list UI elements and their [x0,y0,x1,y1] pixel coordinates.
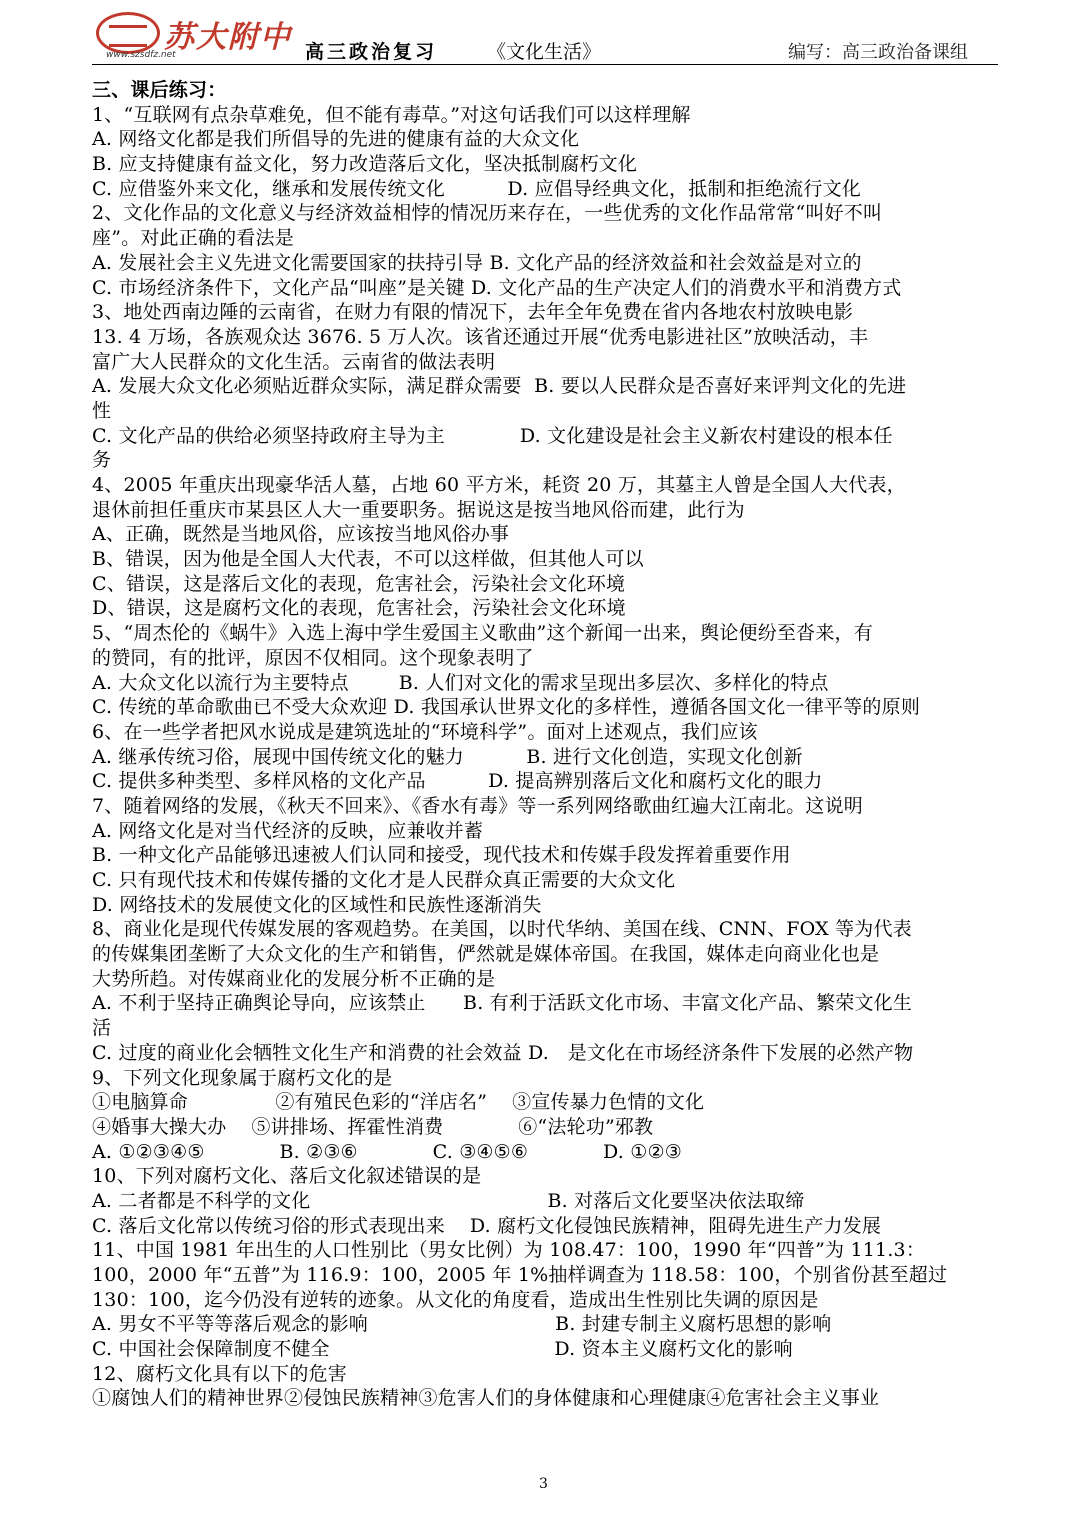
logo-url: www.szsdfz.net [106,50,176,60]
logo-emblem-icon [96,12,160,54]
text-line: 1、“互联网有点杂草难免，但不能有毒草。”对这句话我们可以这样理解 [92,103,691,126]
text-line: 性 [92,399,112,422]
text-line: B、错误，因为他是全国人大代表，不可以这样做，但其他人可以 [92,548,644,571]
text-line: C. 市场经济条件下，文化产品“叫座”是关键 D. 文化产品的生产决定人们的消费水平和消费方式 [92,276,902,299]
text-line: B. 应支持健康有益文化，努力改造落后文化，坚决抵制腐朽文化 [92,153,638,176]
text-line: 的传媒集团垄断了大众文化的生产和销售，俨然就是媒体帝国。在我国，媒体走向商业化也是 [92,943,880,966]
text-line: 富广大人民群众的文化生活。云南省的做法表明 [92,350,496,373]
section-heading: 三、课后练习： [92,79,227,101]
text-line: 2、文化作品的文化意义与经济效益相悖的情况历来存在，一些优秀的文化作品常常“叫好不叫 [92,202,883,225]
text-line: 的赞同，有的批评，原因不仅相同。这个现象表明了 [92,646,534,669]
text-line: B. 一种文化产品能够迅速被人们认同和接受，现代技术和传媒手段发挥着重要作用 [92,844,791,867]
text-line: A. 不利于坚持正确舆论导向，应该禁止 B. 有利于活跃文化市场、丰富文化产品、繁荣文化生 [92,992,913,1015]
text-line: 5、“周杰伦的《蜗牛》入选上海中学生爱国主义歌曲”这个新闻一出来，舆论便纷至沓来，有 [92,622,873,645]
text-line: 大势所趋。对传媒商业化的发展分析不正确的是 [92,967,496,990]
text-line: D. 网络技术的发展使文化的区域性和民族性逐渐消失 [92,893,542,916]
text-line: C. 传统的革命歌曲已不受大众欢迎 D. 我国承认世界文化的多样性，遵循各国文化一律平等的原则 [92,696,921,719]
text-line: A. 发展社会主义先进文化需要国家的扶持引导 B. 文化产品的经济效益和社会效益是对立的 [92,251,862,274]
text-line: 4、2005 年重庆出现豪华活人墓，占地 60 平方米，耗资 20 万，其墓主人曾是全国人大代表， [92,474,906,496]
text-line: 13. 4 万场，各族观众达 3676. 5 万人次。该省还通过开展“优秀电影进社区”放映活动，丰 [92,325,869,348]
text-line: ④婚事大操大办 ⑤讲排场、挥霍性消费 ⑥“法轮功”邪教 [92,1115,654,1138]
page-header [92,6,998,66]
exercise-content [92,78,1002,1411]
text-line: 11、中国 1981 年出生的人口性别比（男女比例）为 108.47：100，1990 年“四普”为 111.3： [92,1239,926,1262]
text-line: 7、随着网络的发展，《秋天不回来》、《香水有毒》等一系列网络歌曲红遍大江南北。这说明 [92,794,863,817]
school-logo [92,10,307,62]
header-editor: 编写：高三政治备课组 [788,42,968,63]
text-line: A. 网络文化是对当代经济的反映，应兼收并蓄 [92,819,484,842]
text-line: A. 继承传统习俗，展现中国传统文化的魅力 B. 进行文化创造，实现文化创新 [92,745,803,768]
text-line: 务 [92,449,112,472]
text-line: 100，2000 年“五普”为 116.9：100，2005 年 1%抽样调查为 118.58：100，个别省份甚至超过 [92,1264,948,1286]
text-line: A. 二者都是不科学的文化 B. 对落后文化要坚决依法取缔 [92,1189,805,1212]
header-book-title: 《文化生活》 [487,41,602,63]
header-title: 高三政治复习 [305,41,438,63]
text-line: C. 中国社会保障制度不健全 D. 资本主义腐朽文化的影响 [92,1338,793,1361]
text-line: 6、在一些学者把风水说成是建筑选址的“环境科学”。面对上述观点，我们应该 [92,720,758,743]
text-line: C. 文化产品的供给必须坚持政府主导为主 D. 文化建设是社会主义新农村建设的根本任 [92,424,893,447]
page-number: 3 [539,1476,548,1492]
text-line: A. 男女不平等等落后观念的影响 B. 封建专制主义腐朽思想的影响 [92,1313,832,1336]
logo-text: 苏大附中 [164,20,292,55]
text-line: 10、下列对腐朽文化、落后文化叙述错误的是 [92,1165,482,1188]
text-line: A. 网络文化都是我们所倡导的先进的健康有益的大众文化 [92,128,580,151]
text-line: 活 [92,1017,112,1040]
text-line: ①电脑算命 ②有殖民色彩的“洋店名” ③宣传暴力色情的文化 [92,1091,705,1114]
text-line: A. 发展大众文化必须贴近群众实际，满足群众需要 B. 要以人民群众是否喜好来评判文化的先进 [92,375,907,398]
text-line: 座”。对此正确的看法是 [92,227,294,250]
text-line: 9、下列文化现象属于腐朽文化的是 [92,1066,393,1089]
text-line: C. 过度的商业化会牺牲文化生产和消费的社会效益 D. 是文化在市场经济条件下发展的必然产物 [92,1041,914,1064]
text-line: 8、商业化是现代传媒发展的客观趋势。在美国，以时代华纳、美国在线、CNN、FOX 等为代表 [92,918,912,941]
text-line: C. 落后文化常以传统习俗的形式表现出来 D. 腐朽文化侵蚀民族精神，阻碍先进生产力发展 [92,1214,882,1237]
text-line: 3、地处西南边陲的云南省，在财力有限的情况下，去年全年免费在省内各地农村放映电影 [92,301,854,324]
text-line: A、正确，既然是当地风俗，应该按当地风俗办事 [92,523,510,546]
header-divider [92,64,998,65]
text-line: C. 只有现代技术和传媒传播的文化才是人民群众真正需要的大众文化 [92,869,676,891]
text-line: A. ①②③④⑤ B. ②③⑥ C. ③④⑤⑥ D. ①②③ [92,1140,682,1163]
text-line: 退休前担任重庆市某县区人大一重要职务。据说这是按当地风俗而建，此行为 [92,498,745,521]
text-line: C. 提供多种类型、多样风格的文化产品 D. 提高辨别落后文化和腐朽文化的眼力 [92,770,823,793]
text-line: A. 大众文化以流行为主要特点 B. 人们对文化的需求呈现出多层次、多样化的特点 [92,671,829,694]
text-line: 130：100，迄今仍没有逆转的迹象。从文化的角度看，造成出生性别比失调的原因是 [92,1288,819,1311]
text-line: 12、腐朽文化具有以下的危害 [92,1362,347,1385]
text-line: C. 应借鉴外来文化，继承和发展传统文化 D. 应倡导经典文化，抵制和拒绝流行文化 [92,177,861,200]
text-line: C、错误，这是落后文化的表现，危害社会，污染社会文化环境 [92,572,626,595]
text-line: ①腐蚀人们的精神世界②侵蚀民族精神③危害人们的身体健康和心理健康④危害社会主义事业 [92,1387,880,1410]
text-line: D、错误，这是腐朽文化的表现，危害社会，污染社会文化环境 [92,597,626,620]
